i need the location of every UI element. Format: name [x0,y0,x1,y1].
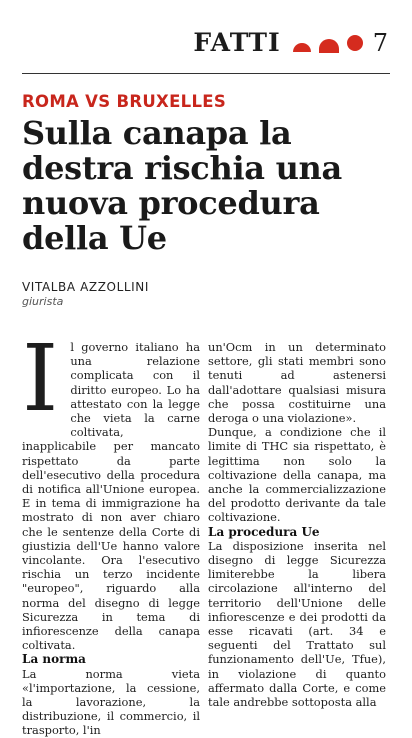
drop-cap: I [22,325,59,432]
article-headline: Sulla canapa la destra rischia una nuova procedura della Ue [22,114,342,257]
section-subhead: La norma [22,652,86,667]
author-role: giurista [22,295,64,308]
article-column-right [208,340,386,709]
author-name: VITALBA AZZOLLINI [22,280,150,294]
body-paragraph: La norma vieta «l'importazione, la cessione, la lavorazione, la distribuzione, il commercio, il trasporto, l'in [22,666,200,738]
red-dot-icon [347,35,363,51]
article-kicker: ROMA VS BRUXELLES [22,92,227,111]
page-number: 7 [372,28,388,57]
body-paragraph: Dunque, a condizione che il limite di THC sia rispettato, è legittima non solo la coltivazione della canapa, ma anche la commercializzazione del prodotto derivante da tale coltivazione. [208,425,386,525]
red-half-dot-icon [293,43,311,52]
page-header [193,28,388,57]
body-paragraph: un'Ocm in un determinato settore, gli stati membri sono tenuti ad astenersi dall'adottare qualsiasi misura che possa costituirne una deroga o una violazione». [208,340,386,426]
body-paragraph: La disposizione inserita nel disegno di legge Sicurezza limiterebbe la libera circolazione all'interno del territorio dell'Unione delle infiorescenze e dei prodotti da esse ricavati (art. 34 e seguenti del Trattato sul funzionamento dell'Ue, Tfue), in violazione di quanto affermato dalla Corte, e come tale andrebbe sottoposta alla [208,538,386,710]
section-dots-icon [293,33,363,53]
header-divider [22,73,390,74]
body-paragraph: l governo italiano ha una relazione complicata con il diritto europeo. Lo ha attestato con la legge che vieta la carne coltivata, inapplicabile per mancato rispettato da parte dell'esecutivo della procedura di notifica all'Unione europea. E in tema di immigrazione ha mostrato di non aver chiaro che le sentenze della Corte di giustizia dell'Ue hanno valore vincolante. Ora l'esecutivo rischia un terzo incidente "europeo", riguardo alla norma del disegno di legge Sicurezza in tema di infiorescenze della canapa coltivata. [22,340,200,653]
red-half-dot-icon [319,39,339,53]
section-name: FATTI [193,28,281,57]
article-column-left [22,325,200,738]
section-subhead: La procedura Ue [208,524,320,539]
